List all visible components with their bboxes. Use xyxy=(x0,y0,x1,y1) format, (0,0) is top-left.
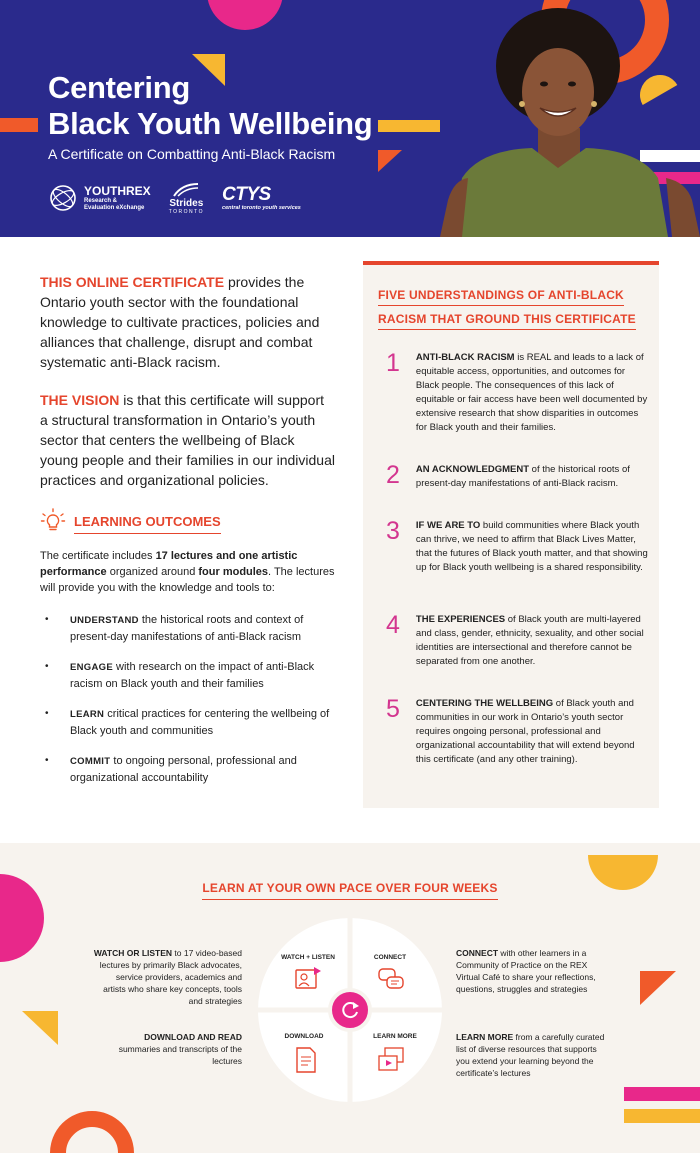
understandings-panel xyxy=(363,261,659,808)
wheel-label-learn-more: LEARN MORE xyxy=(373,1033,417,1040)
understandings-title xyxy=(378,283,638,331)
intro-paragraph-1 xyxy=(40,272,335,372)
intro-paragraph-2 xyxy=(40,390,335,490)
outcome-text: to ongoing personal, professional and organizational accountability xyxy=(70,755,297,784)
list-item xyxy=(40,706,335,739)
learn-more-keyword: LEARN MORE xyxy=(456,1032,514,1042)
video-lecture-icon xyxy=(294,966,322,992)
title-line-2: Black Youth Wellbeing xyxy=(48,106,373,141)
understanding-body: is REAL and leads to a lack of equitable access, opportunities, and outcomes for Black people. The consequences of this lack of equitable or fair access have been well documented by extensive research that show disparities in outcomes for Black youth and their families. xyxy=(415,352,648,433)
wheel-label-connect: CONNECT xyxy=(373,954,407,961)
wheel-label-watch: WATCH + LISTEN xyxy=(281,954,335,961)
watch-keyword: WATCH OR LISTEN xyxy=(93,948,173,958)
partner-logos xyxy=(48,178,301,218)
list-item xyxy=(40,659,335,692)
page-subtitle: A Certificate on Combatting Anti-Black Racism xyxy=(48,146,336,162)
strides-name: Strides xyxy=(169,197,204,209)
youthrex-globe-icon xyxy=(48,183,78,213)
chat-bubbles-icon xyxy=(377,966,405,992)
page-title xyxy=(48,70,372,142)
list-item xyxy=(40,753,335,786)
intro-lead-1: THIS ONLINE CERTIFICATE xyxy=(40,274,225,290)
understanding-body: of Black youth are multi-layered and class, gender, ethnicity, sexuality, and other social identities are intersectional and therefore cannot be separated from one another. xyxy=(415,614,644,667)
lo-text-b: 17 lectures and one artistic performance xyxy=(40,550,298,578)
hero-banner xyxy=(0,0,700,237)
outcome-keyword: UNDERSTAND xyxy=(70,615,139,626)
understanding-text xyxy=(416,351,648,435)
intro-text-2: is that this certificate will support a structural transformation in Ontario’s youth sector that centers the wellbeing of Black young people and their families in our individual practices and organizational policies. xyxy=(40,392,335,488)
ctys-logo xyxy=(222,185,301,211)
understanding-number: 5 xyxy=(386,695,400,723)
watch-description xyxy=(92,947,242,1007)
strides-logo xyxy=(169,182,204,215)
lo-text-d: four modules xyxy=(198,566,269,578)
learning-outcomes-header xyxy=(40,508,335,534)
lo-text-a: The certificate includes xyxy=(40,550,156,562)
understanding-number: 2 xyxy=(386,461,400,489)
understanding-text xyxy=(416,463,648,491)
learn-more-description xyxy=(456,1031,606,1079)
intro-text-1: provides the Ontario youth sector with the foundational knowledge to cultivate practices, policies and alliances that challenge, disrupt and combat systematic anti-Black racism. xyxy=(40,274,320,370)
understanding-body: of the historical roots of present-day manifestations of anti-Black racism. xyxy=(415,464,630,489)
connect-text: with other learners in a Community of Practice on the REX Virtual Café to share your reflections, questions, struggles and strategies xyxy=(456,948,596,994)
youthrex-name: YOUTHREX xyxy=(84,183,151,198)
learning-outcomes-title: LEARNING OUTCOMES xyxy=(74,514,221,534)
understanding-number: 1 xyxy=(386,349,400,377)
understanding-text xyxy=(416,697,648,767)
understanding-keyword: IF WE ARE TO xyxy=(415,520,481,531)
understanding-item-1 xyxy=(386,349,648,435)
understanding-keyword: ANTI-BLACK RACISM xyxy=(415,352,515,363)
understanding-keyword: AN ACKNOWLEDGMENT xyxy=(415,464,530,475)
lightbulb-icon xyxy=(40,508,66,534)
lo-text-c: organized around xyxy=(106,566,199,578)
intro-column xyxy=(40,272,335,800)
understanding-text xyxy=(416,519,648,575)
outcome-text: with research on the impact of anti-Black racism on Black youth and their families xyxy=(70,661,315,690)
strides-tag: TORONTO xyxy=(168,208,205,215)
document-icon xyxy=(294,1046,318,1074)
refresh-icon xyxy=(338,998,362,1022)
understandings-title-line-1: FIVE UNDERSTANDINGS OF ANTI-BLACK xyxy=(378,288,624,306)
understanding-number: 4 xyxy=(386,611,400,639)
strides-swoosh-icon xyxy=(172,182,200,198)
download-keyword: DOWNLOAD AND READ xyxy=(144,1032,242,1042)
understanding-keyword: THE EXPERIENCES xyxy=(415,614,506,625)
download-text: summaries and transcripts of the lectures xyxy=(118,1044,242,1066)
ctys-name: CTYS xyxy=(222,184,271,205)
pace-title-text: LEARN AT YOUR OWN PACE OVER FOUR WEEKS xyxy=(202,881,497,900)
outcome-text: the historical roots and context of present-day manifestations of anti-Black racism xyxy=(70,614,304,643)
title-line-1: Centering xyxy=(48,70,190,105)
watch-text: to 17 video-based lectures by primarily Black advocates, service providers, academics and artists who share key concepts, tools and strategies xyxy=(99,948,242,1006)
outcome-keyword: ENGAGE xyxy=(70,662,113,673)
outcome-text: critical practices for centering the wellbeing of Black youth and communities xyxy=(70,708,330,737)
youthrex-tag-1: Research & xyxy=(84,197,118,204)
understanding-body: of Black youth and communities in our work in Ontario’s youth sector requires ongoing personal, professional and organizational accountability that will extend beyond this certificate (and any other training). xyxy=(415,698,635,765)
intro-lead-2: THE VISION xyxy=(40,392,120,408)
ctys-tag: central toronto youth services xyxy=(222,205,301,211)
understanding-number: 3 xyxy=(386,517,400,545)
youthrex-logo xyxy=(48,183,151,213)
understanding-item-3 xyxy=(386,517,648,575)
youthrex-tag-2: Evaluation eXchange xyxy=(84,204,145,211)
learn-more-text: from a carefully curated list of diverse resources that supports you extend your learning beyond the certificate’s lectures xyxy=(456,1032,605,1078)
outcomes-list xyxy=(40,612,335,786)
connect-keyword: CONNECT xyxy=(456,948,499,958)
understanding-item-4 xyxy=(386,611,648,669)
pace-title xyxy=(0,879,700,897)
outcome-keyword: LEARN xyxy=(70,709,105,720)
understanding-text xyxy=(416,613,648,669)
outcome-keyword: COMMIT xyxy=(70,756,111,767)
pace-section xyxy=(0,843,700,1153)
portrait-image xyxy=(440,0,700,237)
learning-outcomes-intro xyxy=(40,548,335,596)
understanding-body: build communities where Black youth can thrive, we need to affirm that Black Lives Matter, that the futures of Black youth matter, and that showing up for Black youth wellbeing is a shared responsibility. xyxy=(415,520,648,573)
list-item xyxy=(40,612,335,645)
understanding-keyword: CENTERING THE WELLBEING xyxy=(415,698,554,709)
resources-icon xyxy=(377,1046,407,1074)
understandings-title-line-2: RACISM THAT GROUND THIS CERTIFICATE xyxy=(378,312,636,330)
understanding-item-2 xyxy=(386,461,648,491)
wheel-label-download: DOWNLOAD xyxy=(284,1033,324,1040)
download-description xyxy=(92,1031,242,1067)
understanding-item-5 xyxy=(386,695,648,767)
connect-description xyxy=(456,947,606,995)
lo-text-e: . The lectures will provide you with the knowledge and tools to: xyxy=(40,566,335,594)
